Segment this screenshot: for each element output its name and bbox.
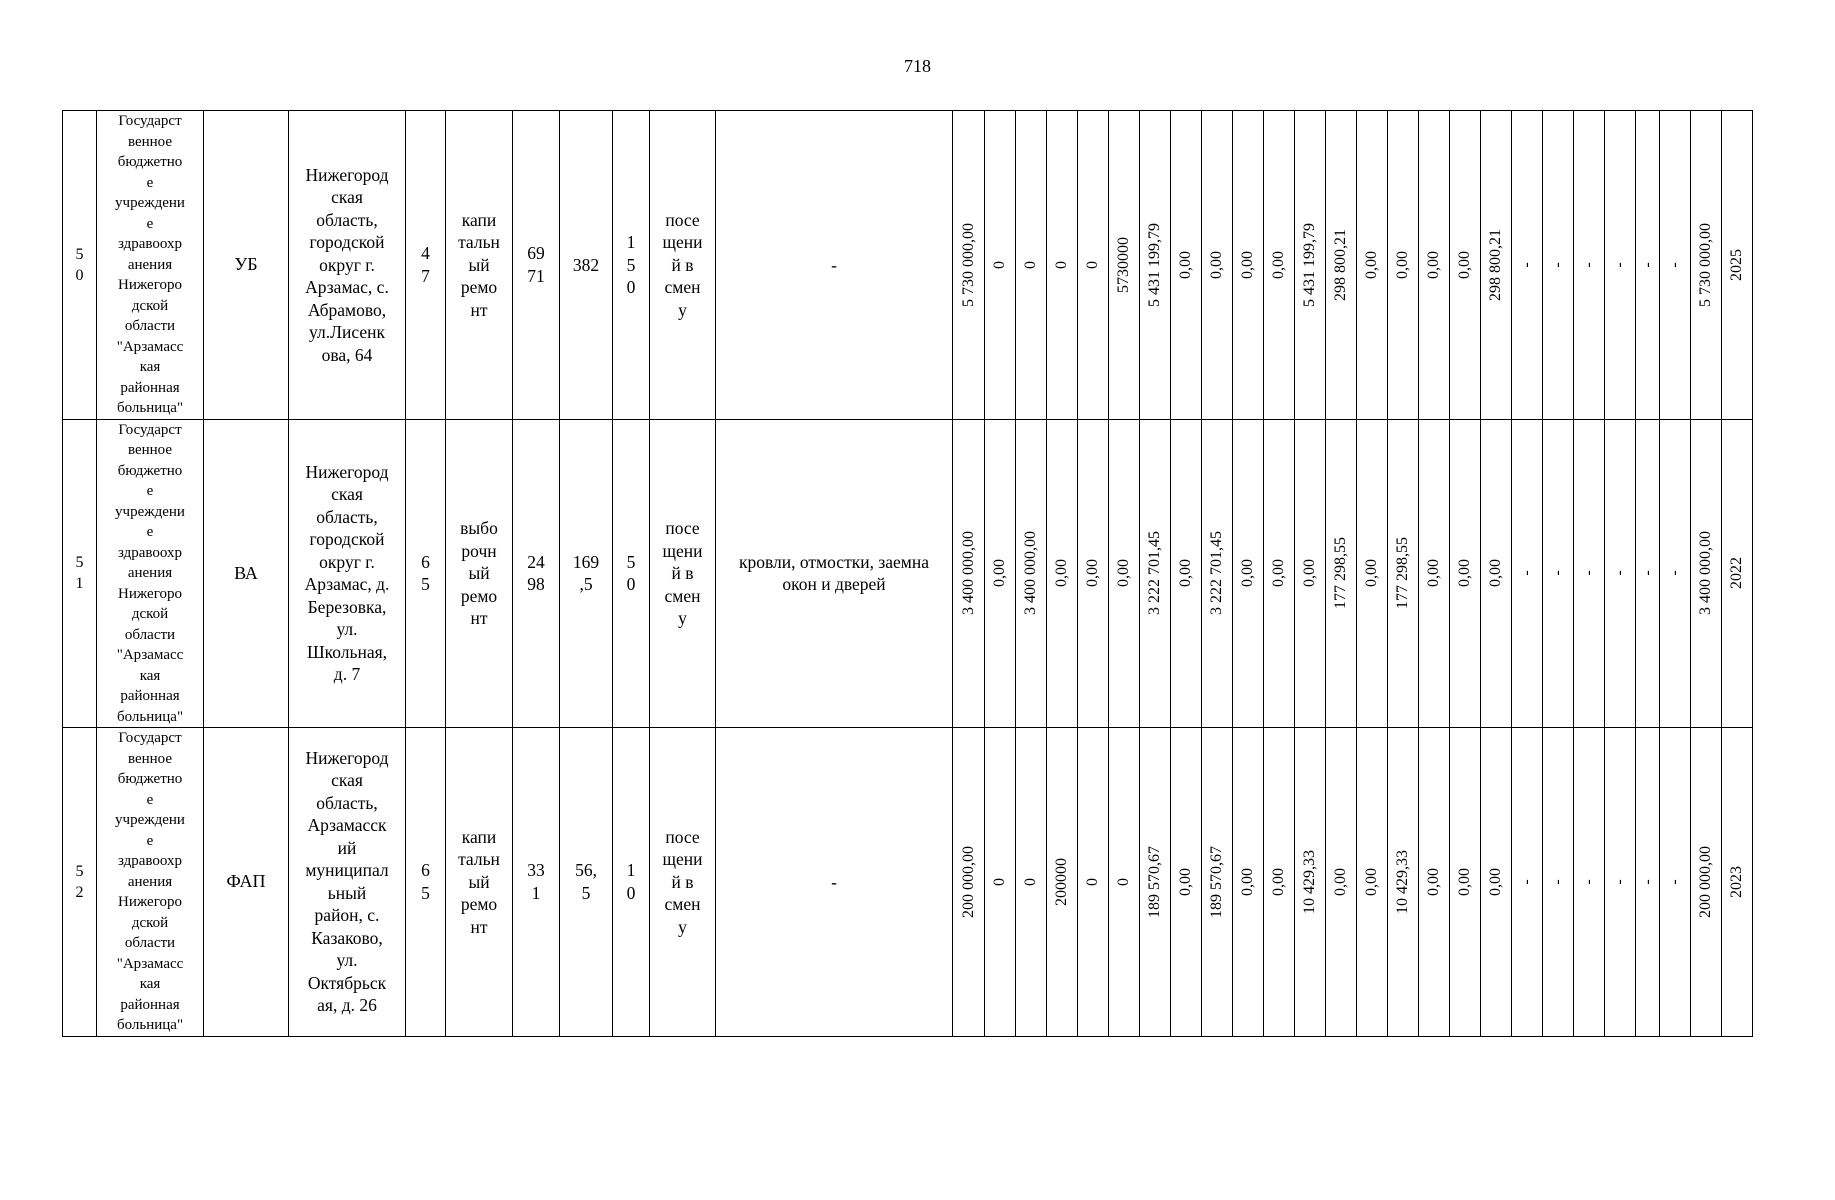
amount-cell [1295,728,1326,1037]
amount-value: - [1666,879,1683,885]
amount-cell [1722,111,1753,420]
amount-cell [1109,728,1140,1037]
amount-cell [985,419,1016,728]
table-row [63,728,1753,1037]
amount-value: 0,00 [1394,250,1411,279]
amount-cell [1450,111,1481,420]
amount-value: 0 [1084,260,1101,269]
facility-address: Нижегород ская область, Арзамасск ий муниципал ьный район, с. Казаково, ул. Октябрьск ая, д. 26 [289,728,406,1037]
amount-value: 5 730 000,00 [959,222,977,307]
amount-cell [1450,728,1481,1037]
amount-cell [1660,728,1691,1037]
facility-type: ВА [204,419,289,728]
amount-value: - [1611,262,1628,268]
amount-cell [1574,419,1605,728]
amount-cell [1140,728,1171,1037]
amount-cell [1109,419,1140,728]
capacity-unit: посе щени й в смен у [650,111,716,420]
amount-value: 0,00 [1456,867,1473,896]
facility-address: Нижегород ская область, городской округ г. Арзамас, д. Березовка, ул. Школьная, д. 7 [289,419,406,728]
usable-area: 382 [560,111,613,420]
amount-value: 0 [991,260,1008,269]
amount-cell [1691,111,1722,420]
amount-cell [1660,111,1691,420]
amount-cell [1636,419,1660,728]
amount-cell [953,111,985,420]
amount-value: 5 431 199,79 [1301,222,1318,307]
amount-value: 0 [1022,877,1039,886]
organization-name: Государст венное бюджетно е учреждени е здравоохр анения Нижегоро дской области "Арзамасс кая районная больница" [97,728,204,1037]
amount-cell [1078,111,1109,420]
amount-value: 0,00 [1270,559,1287,588]
amount-value: 3 222 701,45 [1146,531,1163,616]
repair-type: капи тальн ый ремо нт [446,111,513,420]
amount-value: - [1549,570,1566,576]
capacity: 1 5 0 [613,111,650,420]
repair-type: капи тальн ый ремо нт [446,728,513,1037]
amount-cell [1481,111,1512,420]
row-number: 5 1 [63,419,97,728]
usable-area: 56, 5 [560,728,613,1037]
amount-value: 0,00 [1456,250,1473,279]
amount-value: 3 400 000,00 [959,531,977,616]
amount-value: 0,00 [1363,250,1380,279]
amount-cell [1016,111,1047,420]
table-row [63,419,1753,728]
amount-cell [1419,111,1450,420]
amount-value: 0,00 [991,559,1008,588]
amount-value: 298 800,21 [1332,228,1349,301]
amount-cell [1078,419,1109,728]
amount-value: 0,00 [1208,250,1225,279]
amount-value: - [1549,262,1566,268]
amount-value: 0,00 [1239,867,1256,896]
amount-cell [1512,419,1543,728]
amount-cell [1388,419,1419,728]
amount-cell [1264,111,1295,420]
amount-value: 0,00 [1456,559,1473,588]
amount-cell [1419,728,1450,1037]
amount-value: - [1666,262,1683,268]
amount-cell [1264,419,1295,728]
amount-value: 3 400 000,00 [1022,531,1039,616]
amount-cell [1481,728,1512,1037]
amount-cell [1660,419,1691,728]
amount-cell [1357,419,1388,728]
amount-value: 10 429,33 [1394,849,1411,914]
amount-cell [1326,728,1357,1037]
amount-value: 0,00 [1053,559,1070,588]
wear-percent: 6 5 [406,728,446,1037]
amount-value: 0 [1084,877,1101,886]
amount-value: 0,00 [1177,250,1194,279]
amount-value: 0,00 [1239,559,1256,588]
amount-value: - [1518,262,1535,268]
amount-cell [1605,728,1636,1037]
amount-cell [1047,419,1078,728]
amount-value: 0,00 [1425,559,1442,588]
amount-cell [1574,728,1605,1037]
building-area: 69 71 [513,111,560,420]
amount-value: 200000 [1053,857,1070,906]
amount-value: 5 730 000,00 [1697,222,1714,307]
amount-value: 2023 [1728,865,1745,898]
row-number: 5 0 [63,111,97,420]
amount-value: - [1666,570,1683,576]
amount-cell [1691,419,1722,728]
amount-cell [1357,111,1388,420]
amount-value: - [1518,570,1535,576]
wear-percent: 6 5 [406,419,446,728]
building-area: 33 1 [513,728,560,1037]
amount-value: 0,00 [1301,559,1318,588]
amount-cell [1722,728,1753,1037]
amount-cell [1233,111,1264,420]
amount-value: - [1638,262,1656,268]
organization-name: Государст венное бюджетно е учреждени е здравоохр анения Нижегоро дской области "Арзамасс кая районная больница" [97,419,204,728]
amount-value: 200 000,00 [959,845,977,918]
amount-cell [1202,728,1233,1037]
amount-cell [1450,419,1481,728]
amount-cell [1109,111,1140,420]
amount-value: 0,00 [1084,559,1101,588]
amount-value: - [1638,879,1656,885]
amount-value: 189 570,67 [1208,845,1225,918]
amount-cell [1078,728,1109,1037]
works-description: - [716,111,953,420]
capacity-unit: посе щени й в смен у [650,419,716,728]
amount-cell [1481,419,1512,728]
usable-area: 169 ,5 [560,419,613,728]
works-description: - [716,728,953,1037]
amount-value: 0 [1022,260,1039,269]
amount-value: 298 800,21 [1487,228,1504,301]
amount-value: 5 431 199,79 [1146,222,1163,307]
amount-cell [1171,728,1202,1037]
amount-value: 0,00 [1487,559,1504,588]
amount-cell [1295,111,1326,420]
repair-type: выбо рочн ый ремо нт [446,419,513,728]
capacity-unit: посе щени й в смен у [650,728,716,1037]
amount-cell [1543,728,1574,1037]
amount-cell [953,419,985,728]
amount-value: 0,00 [1332,867,1349,896]
amount-value: 0,00 [1115,559,1132,588]
amount-value: 10 429,33 [1301,849,1318,914]
amount-value: 0,00 [1270,250,1287,279]
amount-cell [1171,111,1202,420]
amount-cell [953,728,985,1037]
amount-cell [1171,419,1202,728]
amount-cell [1016,728,1047,1037]
amount-cell [1636,728,1660,1037]
amount-value: 0,00 [1425,867,1442,896]
amount-value: - [1580,570,1597,576]
amount-cell [1691,728,1722,1037]
amount-value: 3 222 701,45 [1208,531,1225,616]
amount-cell [1233,728,1264,1037]
facility-type: ФАП [204,728,289,1037]
amount-value: 0,00 [1363,559,1380,588]
amount-value: 2022 [1728,557,1745,590]
amount-cell [1357,728,1388,1037]
amount-value: 0 [991,877,1008,886]
amount-value: 0,00 [1177,559,1194,588]
amount-value: 0,00 [1425,250,1442,279]
facility-type: УБ [204,111,289,420]
wear-percent: 4 7 [406,111,446,420]
amount-cell [1326,111,1357,420]
facility-address: Нижегород ская область, городской округ г. Арзамас, с. Абрамово, ул.Лисенк ова, 64 [289,111,406,420]
page-number: 718 [904,56,931,76]
amount-value: 0,00 [1270,867,1287,896]
row-number: 5 2 [63,728,97,1037]
amount-value: - [1638,570,1656,576]
amount-cell [1202,419,1233,728]
amount-value: 177 298,55 [1332,537,1349,610]
amount-cell [985,728,1016,1037]
amount-value: 0,00 [1177,867,1194,896]
amount-cell [1636,111,1660,420]
organization-name: Государст венное бюджетно е учреждени е здравоохр анения Нижегоро дской области "Арзамасс кая районная больница" [97,111,204,420]
amount-cell [1140,419,1171,728]
amount-cell [1202,111,1233,420]
amount-cell [1543,419,1574,728]
table-row [63,111,1753,420]
amount-cell [1605,111,1636,420]
amount-cell [1047,728,1078,1037]
facilities-table [62,110,1753,1037]
amount-value: 0,00 [1363,867,1380,896]
capacity: 5 0 [613,419,650,728]
amount-cell [1722,419,1753,728]
amount-cell [1388,111,1419,420]
amount-cell [1543,111,1574,420]
amount-cell [1233,419,1264,728]
amount-cell [1512,728,1543,1037]
amount-value: 200 000,00 [1697,845,1714,918]
amount-value: 0,00 [1239,250,1256,279]
amount-value: 3 400 000,00 [1697,531,1714,616]
amount-value: - [1580,879,1597,885]
amount-value: 0 [1115,877,1132,886]
amount-cell [1047,111,1078,420]
amount-value: - [1580,262,1597,268]
amount-cell [1326,419,1357,728]
works-description: кровли, отмостки, заемна окон и дверей [716,419,953,728]
amount-cell [1140,111,1171,420]
amount-value: - [1518,879,1535,885]
amount-cell [985,111,1016,420]
amount-value: 189 570,67 [1146,845,1163,918]
amount-value: 177 298,55 [1394,537,1411,610]
amount-value: - [1549,879,1566,885]
amount-cell [1264,728,1295,1037]
amount-cell [1016,419,1047,728]
amount-cell [1419,419,1450,728]
amount-value: 2025 [1728,248,1745,281]
amount-cell [1574,111,1605,420]
amount-cell [1512,111,1543,420]
amount-value: 0 [1053,260,1070,269]
amount-value: - [1611,879,1628,885]
amount-cell [1605,419,1636,728]
amount-value: 5730000 [1115,236,1132,293]
building-area: 24 98 [513,419,560,728]
amount-cell [1295,419,1326,728]
amount-cell [1388,728,1419,1037]
amount-value: - [1611,570,1628,576]
amount-value: 0,00 [1487,867,1504,896]
capacity: 1 0 [613,728,650,1037]
